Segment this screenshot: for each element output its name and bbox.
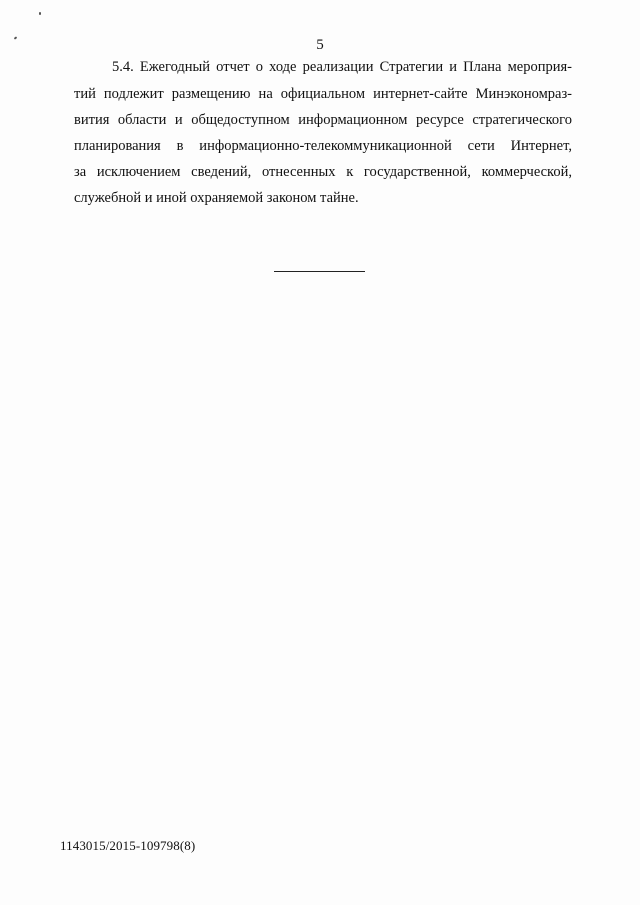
paragraph-line: тий подлежит размещению на официальном интернет-сайте Минэкономраз- — [74, 86, 572, 102]
paragraph-line: планирования в информационно-телекоммуникационной сети Интернет, — [74, 138, 572, 154]
section-separator — [274, 271, 365, 272]
paragraph-line: 5.4. Ежегодный отчет о ходе реализации Стратегии и Плана мероприя- — [112, 59, 572, 75]
scan-speck — [39, 12, 41, 15]
paragraph-line: служебной и иной охраняемой законом тайне. — [74, 190, 359, 206]
page-number: 5 — [316, 37, 324, 53]
document-code: 1143015/2015-109798(8) — [60, 838, 196, 853]
paragraph-line: за исключением сведений, отнесенных к государственной, коммерческой, — [74, 164, 572, 180]
paragraph-line: вития области и общедоступном информационном ресурсе стратегического — [74, 112, 572, 128]
